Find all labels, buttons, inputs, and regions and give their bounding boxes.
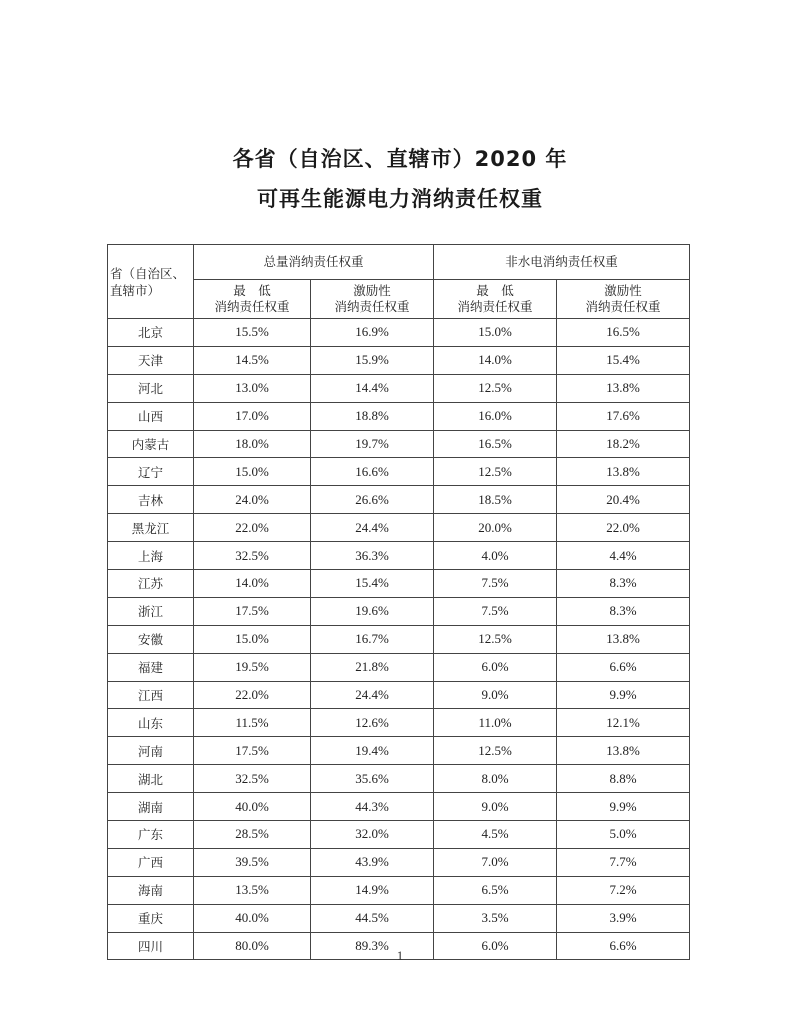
- table-row: [108, 570, 690, 598]
- nonhydro-min-cell: 12.5%: [434, 374, 557, 402]
- total-incentive-cell: 19.7%: [311, 430, 434, 458]
- nonhydro-incentive-cell: 13.8%: [557, 374, 690, 402]
- nonhydro-incentive-cell: 13.8%: [557, 458, 690, 486]
- total-min-cell: 17.5%: [194, 597, 311, 625]
- nonhydro-incentive-cell: 9.9%: [557, 681, 690, 709]
- province-cell: 吉林: [108, 486, 194, 514]
- table-row: [108, 653, 690, 681]
- nonhydro-min-cell: 18.5%: [434, 486, 557, 514]
- total-min-cell: 19.5%: [194, 653, 311, 681]
- province-cell: 河南: [108, 737, 194, 765]
- nonhydro-min-header: [434, 280, 557, 319]
- nonhydro-incentive-cell: 18.2%: [557, 430, 690, 458]
- total-min-cell: 40.0%: [194, 904, 311, 932]
- nonhydro-min-cell: 14.0%: [434, 346, 557, 374]
- table-row: [108, 625, 690, 653]
- nonhydro-min-cell: 7.5%: [434, 570, 557, 598]
- nonhydro-incentive-header-line1: 激励性: [604, 283, 642, 298]
- table-row: [108, 402, 690, 430]
- total-min-cell: 28.5%: [194, 821, 311, 849]
- nonhydro-incentive-cell: 7.2%: [557, 876, 690, 904]
- total-incentive-cell: 44.5%: [311, 904, 434, 932]
- table-row: [108, 681, 690, 709]
- table-row: [108, 374, 690, 402]
- nonhydro-incentive-cell: 17.6%: [557, 402, 690, 430]
- province-column-header: [108, 245, 194, 319]
- total-incentive-cell: 19.6%: [311, 597, 434, 625]
- province-cell: 四川: [108, 932, 194, 960]
- nonhydro-incentive-cell: 7.7%: [557, 848, 690, 876]
- province-cell: 重庆: [108, 904, 194, 932]
- nonhydro-weight-group-header: 非水电消纳责任权重: [434, 245, 690, 280]
- total-min-cell: 17.5%: [194, 737, 311, 765]
- total-min-cell: 17.0%: [194, 402, 311, 430]
- total-min-cell: 40.0%: [194, 793, 311, 821]
- total-min-cell: 15.5%: [194, 319, 311, 347]
- total-incentive-cell: 14.9%: [311, 876, 434, 904]
- nonhydro-min-cell: 20.0%: [434, 514, 557, 542]
- nonhydro-min-header-line1: 最 低: [476, 283, 514, 298]
- total-incentive-cell: 18.8%: [311, 402, 434, 430]
- province-cell: 北京: [108, 319, 194, 347]
- nonhydro-min-cell: 11.0%: [434, 709, 557, 737]
- nonhydro-min-cell: 15.0%: [434, 319, 557, 347]
- total-incentive-header-line1: 激励性: [353, 283, 391, 298]
- nonhydro-min-cell: 9.0%: [434, 793, 557, 821]
- nonhydro-incentive-header-line2: 消纳责任权重: [585, 299, 661, 314]
- total-min-cell: 15.0%: [194, 625, 311, 653]
- table-row: [108, 597, 690, 625]
- nonhydro-min-cell: 7.5%: [434, 597, 557, 625]
- total-incentive-cell: 26.6%: [311, 486, 434, 514]
- province-cell: 内蒙古: [108, 430, 194, 458]
- province-cell: 江苏: [108, 570, 194, 598]
- table-row: [108, 319, 690, 347]
- province-cell: 黑龙江: [108, 514, 194, 542]
- nonhydro-incentive-cell: 8.8%: [557, 765, 690, 793]
- province-cell: 福建: [108, 653, 194, 681]
- total-min-header-line1: 最 低: [233, 283, 271, 298]
- total-min-cell: 14.5%: [194, 346, 311, 374]
- nonhydro-min-cell: 6.0%: [434, 653, 557, 681]
- total-min-cell: 39.5%: [194, 848, 311, 876]
- total-incentive-cell: 16.6%: [311, 458, 434, 486]
- page-number: 1: [396, 948, 404, 963]
- table-row: [108, 821, 690, 849]
- total-min-cell: 15.0%: [194, 458, 311, 486]
- province-header-line2: 直辖市）: [110, 282, 161, 298]
- nonhydro-min-cell: 7.0%: [434, 848, 557, 876]
- nonhydro-incentive-cell: 6.6%: [557, 653, 690, 681]
- province-cell: 天津: [108, 346, 194, 374]
- table-row: [108, 486, 690, 514]
- total-min-cell: 11.5%: [194, 709, 311, 737]
- province-cell: 湖北: [108, 765, 194, 793]
- province-cell: 河北: [108, 374, 194, 402]
- province-cell: 辽宁: [108, 458, 194, 486]
- province-header-line1: 省（自治区、: [110, 265, 186, 281]
- nonhydro-incentive-cell: 5.0%: [557, 821, 690, 849]
- total-incentive-cell: 35.6%: [311, 765, 434, 793]
- nonhydro-incentive-cell: 9.9%: [557, 793, 690, 821]
- total-incentive-cell: 14.4%: [311, 374, 434, 402]
- table-row: [108, 709, 690, 737]
- nonhydro-min-header-line2: 消纳责任权重: [457, 299, 533, 314]
- table-row: [108, 793, 690, 821]
- nonhydro-min-cell: 16.5%: [434, 430, 557, 458]
- total-incentive-header: [311, 280, 434, 319]
- table-row: [108, 346, 690, 374]
- nonhydro-min-cell: 6.5%: [434, 876, 557, 904]
- nonhydro-incentive-cell: 6.6%: [557, 932, 690, 960]
- table-row: [108, 737, 690, 765]
- total-min-header: [194, 280, 311, 319]
- province-cell: 安徽: [108, 625, 194, 653]
- total-min-cell: 22.0%: [194, 514, 311, 542]
- nonhydro-incentive-header: [557, 280, 690, 319]
- total-min-cell: 32.5%: [194, 765, 311, 793]
- total-incentive-cell: 15.4%: [311, 570, 434, 598]
- province-cell: 山西: [108, 402, 194, 430]
- quota-table: [107, 244, 690, 960]
- nonhydro-incentive-cell: 15.4%: [557, 346, 690, 374]
- total-incentive-cell: 21.8%: [311, 653, 434, 681]
- nonhydro-incentive-cell: 13.8%: [557, 737, 690, 765]
- table-row: [108, 458, 690, 486]
- nonhydro-min-cell: 12.5%: [434, 458, 557, 486]
- total-incentive-cell: 16.7%: [311, 625, 434, 653]
- province-cell: 山东: [108, 709, 194, 737]
- province-cell: 江西: [108, 681, 194, 709]
- document-title-line1: 各省（自治区、直辖市）2020 年: [232, 147, 568, 171]
- total-incentive-cell: 36.3%: [311, 542, 434, 570]
- province-cell: 浙江: [108, 597, 194, 625]
- total-incentive-cell: 32.0%: [311, 821, 434, 849]
- nonhydro-incentive-cell: 16.5%: [557, 319, 690, 347]
- total-min-cell: 80.0%: [194, 932, 311, 960]
- province-cell: 上海: [108, 542, 194, 570]
- nonhydro-incentive-cell: 22.0%: [557, 514, 690, 542]
- total-incentive-cell: 19.4%: [311, 737, 434, 765]
- total-incentive-cell: 16.9%: [311, 319, 434, 347]
- nonhydro-min-cell: 4.5%: [434, 821, 557, 849]
- table-row: [108, 430, 690, 458]
- nonhydro-min-cell: 16.0%: [434, 402, 557, 430]
- table-row: [108, 848, 690, 876]
- total-incentive-cell: 44.3%: [311, 793, 434, 821]
- nonhydro-min-cell: 12.5%: [434, 625, 557, 653]
- province-cell: 广东: [108, 821, 194, 849]
- nonhydro-incentive-cell: 20.4%: [557, 486, 690, 514]
- nonhydro-incentive-cell: 8.3%: [557, 570, 690, 598]
- nonhydro-min-cell: 3.5%: [434, 904, 557, 932]
- total-min-cell: 18.0%: [194, 430, 311, 458]
- nonhydro-incentive-cell: 3.9%: [557, 904, 690, 932]
- total-min-cell: 13.0%: [194, 374, 311, 402]
- province-cell: 广西: [108, 848, 194, 876]
- total-min-cell: 13.5%: [194, 876, 311, 904]
- nonhydro-min-cell: 8.0%: [434, 765, 557, 793]
- table-header: [108, 245, 690, 319]
- table-row: [108, 904, 690, 932]
- nonhydro-incentive-cell: 8.3%: [557, 597, 690, 625]
- nonhydro-min-cell: 4.0%: [434, 542, 557, 570]
- total-incentive-cell: 89.3%: [311, 932, 434, 960]
- nonhydro-min-cell: 6.0%: [434, 932, 557, 960]
- table-row: [108, 876, 690, 904]
- table-body: [108, 319, 690, 960]
- total-min-header-line2: 消纳责任权重: [214, 299, 290, 314]
- province-cell: 海南: [108, 876, 194, 904]
- total-min-cell: 24.0%: [194, 486, 311, 514]
- nonhydro-min-cell: 12.5%: [434, 737, 557, 765]
- table-row: [108, 514, 690, 542]
- total-min-cell: 22.0%: [194, 681, 311, 709]
- document-title-line2: 可再生能源电力消纳责任权重: [257, 187, 543, 211]
- total-incentive-cell: 15.9%: [311, 346, 434, 374]
- province-cell: 湖南: [108, 793, 194, 821]
- total-incentive-cell: 43.9%: [311, 848, 434, 876]
- total-weight-group-header: 总量消纳责任权重: [194, 245, 434, 280]
- total-min-cell: 14.0%: [194, 570, 311, 598]
- table-row: [108, 542, 690, 570]
- total-incentive-header-line2: 消纳责任权重: [334, 299, 410, 314]
- total-incentive-cell: 24.4%: [311, 514, 434, 542]
- table-row: [108, 765, 690, 793]
- nonhydro-incentive-cell: 13.8%: [557, 625, 690, 653]
- nonhydro-min-cell: 9.0%: [434, 681, 557, 709]
- total-incentive-cell: 12.6%: [311, 709, 434, 737]
- total-min-cell: 32.5%: [194, 542, 311, 570]
- nonhydro-incentive-cell: 12.1%: [557, 709, 690, 737]
- nonhydro-incentive-cell: 4.4%: [557, 542, 690, 570]
- total-incentive-cell: 24.4%: [311, 681, 434, 709]
